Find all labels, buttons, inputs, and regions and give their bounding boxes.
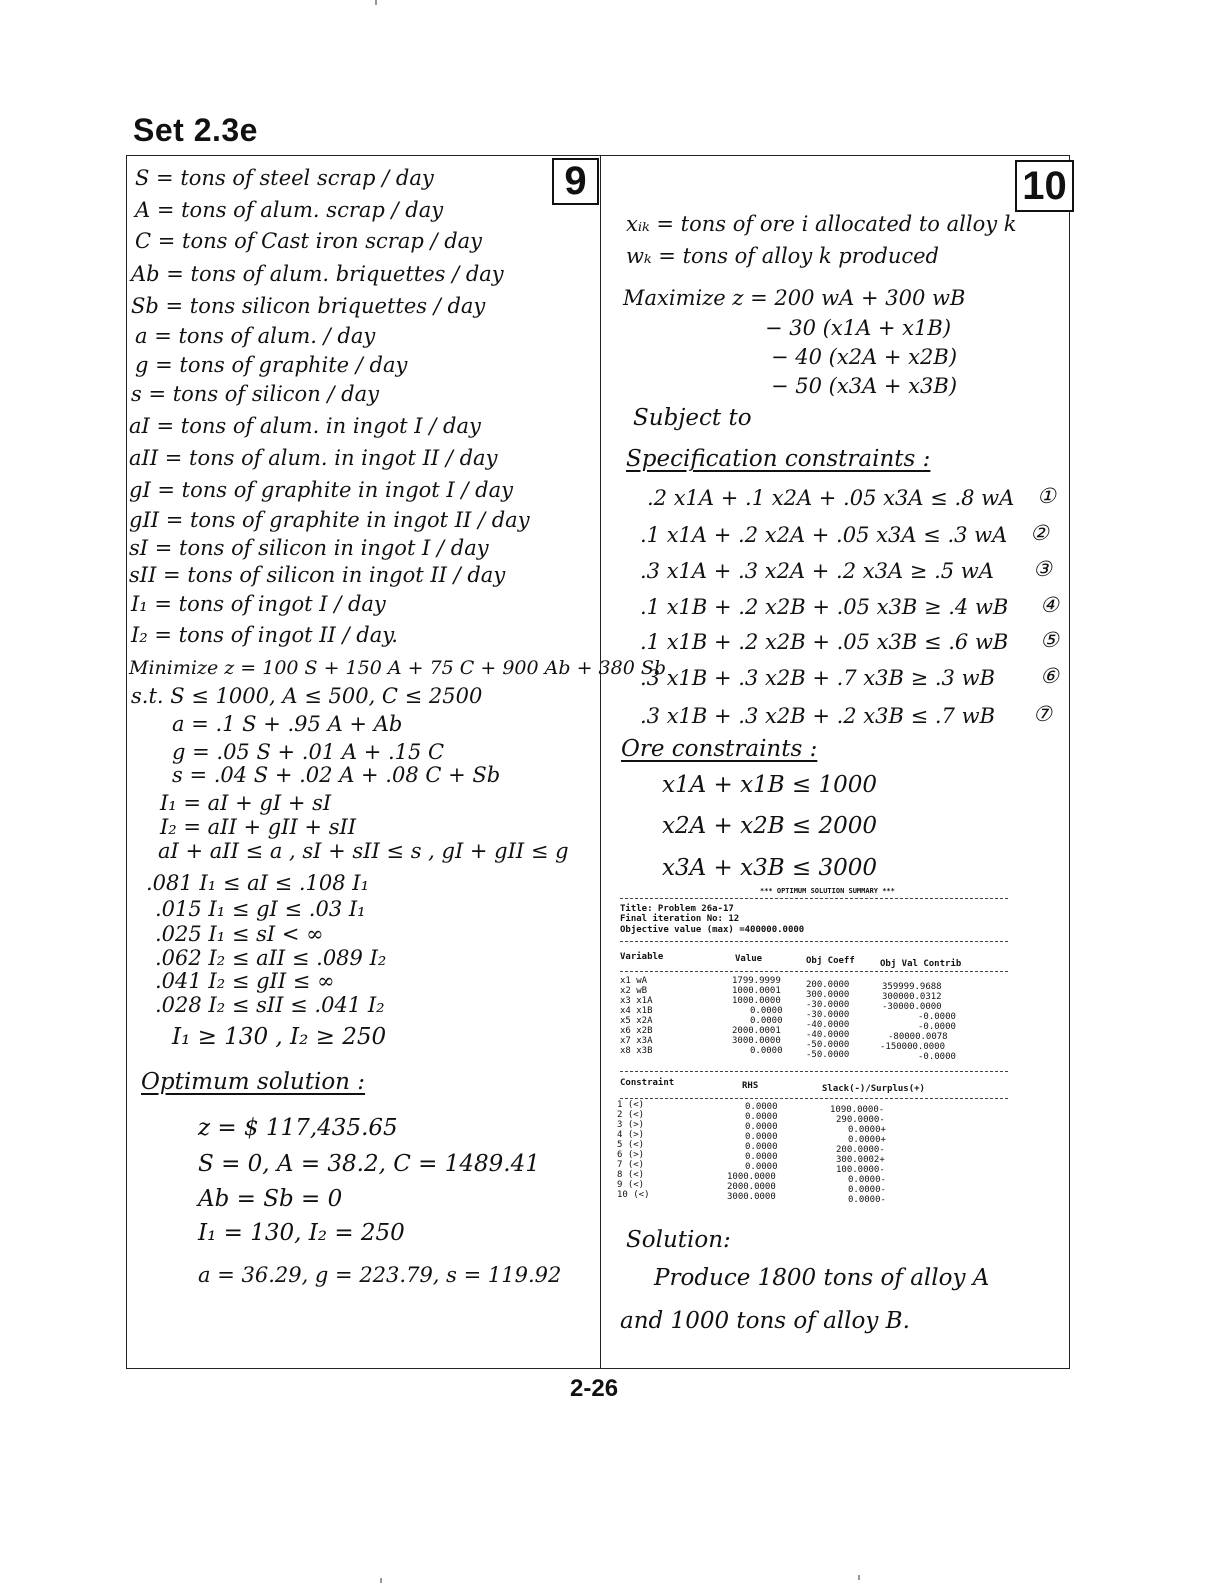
constraint-line: .025 I₁ ≤ sI < ∞ <box>155 922 324 946</box>
definition-line: s = tons of silicon / day <box>131 382 379 406</box>
table-header: Slack(-)/Surplus(+) <box>822 1084 925 1094</box>
constraint-line: a = .1 S + .95 A + Ab <box>172 712 403 736</box>
printout-rule <box>620 1098 1008 1099</box>
table-cell: 0.0000 <box>750 1016 783 1026</box>
definition-line: aII = tons of alum. in ingot II / day <box>129 446 498 470</box>
constraint-number: ① <box>1037 484 1056 508</box>
table-cell: 300000.0312 <box>882 992 942 1002</box>
definition-line: gI = tons of graphite in ingot I / day <box>129 478 513 502</box>
table-cell: 300.0002+ <box>836 1155 885 1165</box>
optimum-line: z = $ 117,435.65 <box>198 1115 398 1141</box>
page-title: Set 2.3e <box>133 112 258 148</box>
table-cell: -40.0000 <box>806 1030 850 1040</box>
table-cell: 6 (>) <box>617 1150 645 1160</box>
constraint-line: .041 I₂ ≤ gII ≤ ∞ <box>155 969 335 993</box>
constraint-line: .028 I₂ ≤ sII ≤ .041 I₂ <box>155 993 385 1017</box>
table-cell: -30.0000 <box>806 1010 850 1020</box>
column-divider <box>600 155 601 1369</box>
table-cell: x1 wA <box>620 976 648 986</box>
constraint-number: ② <box>1030 521 1049 545</box>
table-cell: 2000.0000 <box>727 1182 776 1192</box>
constraint-line: I₁ = aI + gI + sI <box>160 791 332 815</box>
objective-line: − 40 (x2A + x2B) <box>771 345 958 369</box>
table-cell: 200.0000 <box>806 980 850 990</box>
table-cell: 1090.0000- <box>830 1105 885 1115</box>
scan-speck <box>375 0 377 5</box>
table-cell: -0.0000 <box>918 1052 956 1062</box>
objective-line: Maximize z = 200 wA + 300 wB <box>623 286 966 310</box>
printout-rule <box>620 971 1008 972</box>
subject-to-label: Subject to <box>633 405 752 431</box>
table-cell: 0.0000 <box>745 1132 778 1142</box>
definition-line: gII = tons of graphite in ingot II / day <box>129 508 530 532</box>
page-number: 2-26 <box>570 1375 619 1402</box>
printout-rule <box>620 1071 1008 1072</box>
table-cell: x6 x2B <box>620 1026 653 1036</box>
constraint-number: ⑦ <box>1033 702 1052 726</box>
definition-line: Sb = tons silicon briquettes / day <box>131 294 486 318</box>
table-cell: x4 x1B <box>620 1006 653 1016</box>
table-cell: x5 x2A <box>620 1016 653 1026</box>
printout-banner: *** OPTIMUM SOLUTION SUMMARY *** <box>760 887 895 895</box>
definition-line: C = tons of Cast iron scrap / day <box>135 229 483 253</box>
table-cell: -50.0000 <box>806 1050 850 1060</box>
table-cell: 1000.0000 <box>732 996 781 1006</box>
optimum-heading: Optimum solution : <box>141 1069 366 1095</box>
definition-line: a = tons of alum. / day <box>135 324 376 348</box>
table-cell: -30.0000 <box>806 1000 850 1010</box>
solution-line: Produce 1800 tons of alloy A <box>654 1265 990 1291</box>
constraint-line: s = .04 S + .02 A + .08 C + Sb <box>172 763 501 787</box>
printout-info: Objective value (max) =400000.0000 <box>620 925 805 935</box>
table-cell: 1000.0001 <box>732 986 781 996</box>
scan-speck <box>380 1578 382 1583</box>
constraint-line: .062 I₂ ≤ aII ≤ .089 I₂ <box>155 946 387 970</box>
solution-line: and 1000 tons of alloy B. <box>620 1308 910 1334</box>
constraint-number: ④ <box>1040 593 1059 617</box>
table-cell: 0.0000 <box>750 1006 783 1016</box>
constraint-number: ③ <box>1033 557 1052 581</box>
table-cell: 3000.0000 <box>727 1192 776 1202</box>
spec-constraint: .1 x1B + .2 x2B + .05 x3B ≤ .6 wB <box>640 630 1009 654</box>
definition-line: I₁ = tons of ingot I / day <box>131 592 386 616</box>
ore-constraint: x1A + x1B ≤ 1000 <box>662 772 878 798</box>
objective-line: − 50 (x3A + x3B) <box>771 374 958 398</box>
optimum-line: a = 36.29, g = 223.79, s = 119.92 <box>198 1263 562 1287</box>
table-header: Obj Coeff <box>806 956 855 966</box>
spec-constraint: .1 x1B + .2 x2B + .05 x3B ≥ .4 wB <box>640 595 1009 619</box>
definition-line: xᵢₖ = tons of ore i allocated to alloy k <box>626 212 1017 236</box>
scan-speck <box>858 1575 860 1580</box>
definition-line: wₖ = tons of alloy k produced <box>626 244 939 268</box>
definition-line: sI = tons of silicon in ingot I / day <box>129 536 489 560</box>
table-cell: 0.0000+ <box>848 1125 886 1135</box>
table-cell: x3 x1A <box>620 996 653 1006</box>
table-cell: -50.0000 <box>806 1040 850 1050</box>
table-cell: 3 (>) <box>617 1120 645 1130</box>
definition-line: Ab = tons of alum. briquettes / day <box>131 262 504 286</box>
table-cell: -40.0000 <box>806 1020 850 1030</box>
table-header: Variable <box>620 952 664 962</box>
table-cell: x7 x3A <box>620 1036 653 1046</box>
table-cell: 0.0000 <box>745 1162 778 1172</box>
spec-constraint: .2 x1A + .1 x2A + .05 x3A ≤ .8 wA <box>647 486 1015 510</box>
table-header: Obj Val Contrib <box>880 959 962 969</box>
spec-constraint: .3 x1A + .3 x2A + .2 x3A ≥ .5 wA <box>640 559 994 583</box>
table-cell: 300.0000 <box>806 990 850 1000</box>
objective-line: − 30 (x1A + x1B) <box>765 316 952 340</box>
table-cell: 200.0000- <box>836 1145 885 1155</box>
spec-constraint: .3 x1B + .3 x2B + .7 x3B ≥ .3 wB <box>640 666 996 690</box>
constraint-line: g = .05 S + .01 A + .15 C <box>172 740 445 764</box>
definition-line: A = tons of alum. scrap / day <box>135 198 444 222</box>
table-cell: 2000.0001 <box>732 1026 781 1036</box>
table-cell: -0.0000 <box>918 1012 956 1022</box>
table-cell: 0.0000- <box>848 1175 886 1185</box>
constraint-number: ⑤ <box>1040 628 1059 652</box>
table-cell: -0.0000 <box>918 1022 956 1032</box>
definition-line: I₂ = tons of ingot II / day. <box>131 623 398 647</box>
definition-line: g = tons of graphite / day <box>135 353 408 377</box>
table-cell: 1000.0000 <box>727 1172 776 1182</box>
spec-constraints-heading: Specification constraints : <box>626 446 931 472</box>
constraint-number: ⑥ <box>1040 664 1059 688</box>
table-cell: 3000.0000 <box>732 1036 781 1046</box>
table-cell: 0.0000- <box>848 1185 886 1195</box>
printout-rule <box>620 898 1008 899</box>
table-cell: 0.0000 <box>750 1046 783 1056</box>
ore-constraint: x3A + x3B ≤ 3000 <box>662 855 878 881</box>
table-cell: x8 x3B <box>620 1046 653 1056</box>
table-cell: 1 (<) <box>617 1100 645 1110</box>
table-cell: 0.0000+ <box>848 1135 886 1145</box>
definition-line: sII = tons of silicon in ingot II / day <box>129 563 506 587</box>
problem-number-9: 9 <box>552 158 599 205</box>
table-cell: 1799.9999 <box>732 976 781 986</box>
solution-heading: Solution: <box>626 1227 731 1253</box>
table-cell: 0.0000 <box>745 1142 778 1152</box>
printout-rule <box>620 941 1008 942</box>
table-cell: 5 (<) <box>617 1140 645 1150</box>
table-cell: 4 (>) <box>617 1130 645 1140</box>
table-cell: 8 (<) <box>617 1170 645 1180</box>
constraint-line: aI + aII ≤ a , sI + sII ≤ s , gI + gII ≤ g <box>158 839 569 863</box>
table-cell: -80000.0078 <box>888 1032 948 1042</box>
table-cell: 359999.9688 <box>882 982 942 992</box>
definition-line: S = tons of steel scrap / day <box>135 166 434 190</box>
ore-constraints-heading: Ore constraints : <box>621 736 818 762</box>
optimum-line: I₁ = 130, I₂ = 250 <box>198 1220 405 1246</box>
printout-info: Title: Problem 26a-17 <box>620 904 734 914</box>
table-cell: x2 wB <box>620 986 648 996</box>
constraint-line: I₁ ≥ 130 , I₂ ≥ 250 <box>172 1024 387 1050</box>
table-cell: 0.0000 <box>745 1152 778 1162</box>
table-cell: 290.0000- <box>836 1115 885 1125</box>
table-cell: 2 (<) <box>617 1110 645 1120</box>
table-cell: 9 (<) <box>617 1180 645 1190</box>
table-cell: 0.0000- <box>848 1195 886 1205</box>
optimum-line: S = 0, A = 38.2, C = 1489.41 <box>198 1151 540 1177</box>
table-header: Constraint <box>620 1078 675 1088</box>
table-cell: -150000.0000 <box>880 1042 946 1052</box>
spec-constraint: .3 x1B + .3 x2B + .2 x3B ≤ .7 wB <box>640 704 996 728</box>
table-header: RHS <box>742 1081 759 1091</box>
definition-line: aI = tons of alum. in ingot I / day <box>129 414 481 438</box>
table-cell: 0.0000 <box>745 1122 778 1132</box>
problem-number-10: 10 <box>1015 160 1074 212</box>
optimum-line: Ab = Sb = 0 <box>198 1186 343 1212</box>
table-header: Value <box>735 954 763 964</box>
table-cell: 0.0000 <box>745 1102 778 1112</box>
objective-function: Minimize z = 100 S + 150 A + 75 C + 900 Ab + 380 Sb <box>129 657 667 679</box>
ore-constraint: x2A + x2B ≤ 2000 <box>662 813 878 839</box>
table-cell: 100.0000- <box>836 1165 885 1175</box>
constraint-line: .015 I₁ ≤ gI ≤ .03 I₁ <box>155 897 366 921</box>
table-cell: 7 (<) <box>617 1160 645 1170</box>
constraint-line: I₂ = aII + gII + sII <box>160 815 357 839</box>
table-cell: 0.0000 <box>745 1112 778 1122</box>
spec-constraint: .1 x1A + .2 x2A + .05 x3A ≤ .3 wA <box>640 523 1008 547</box>
table-cell: 10 (<) <box>617 1190 650 1200</box>
constraint-line: s.t. S ≤ 1000, A ≤ 500, C ≤ 2500 <box>131 684 483 708</box>
printout-info: Final iteration No: 12 <box>620 914 740 924</box>
constraint-line: .081 I₁ ≤ aI ≤ .108 I₁ <box>146 871 370 895</box>
table-cell: -30000.0000 <box>882 1002 942 1012</box>
